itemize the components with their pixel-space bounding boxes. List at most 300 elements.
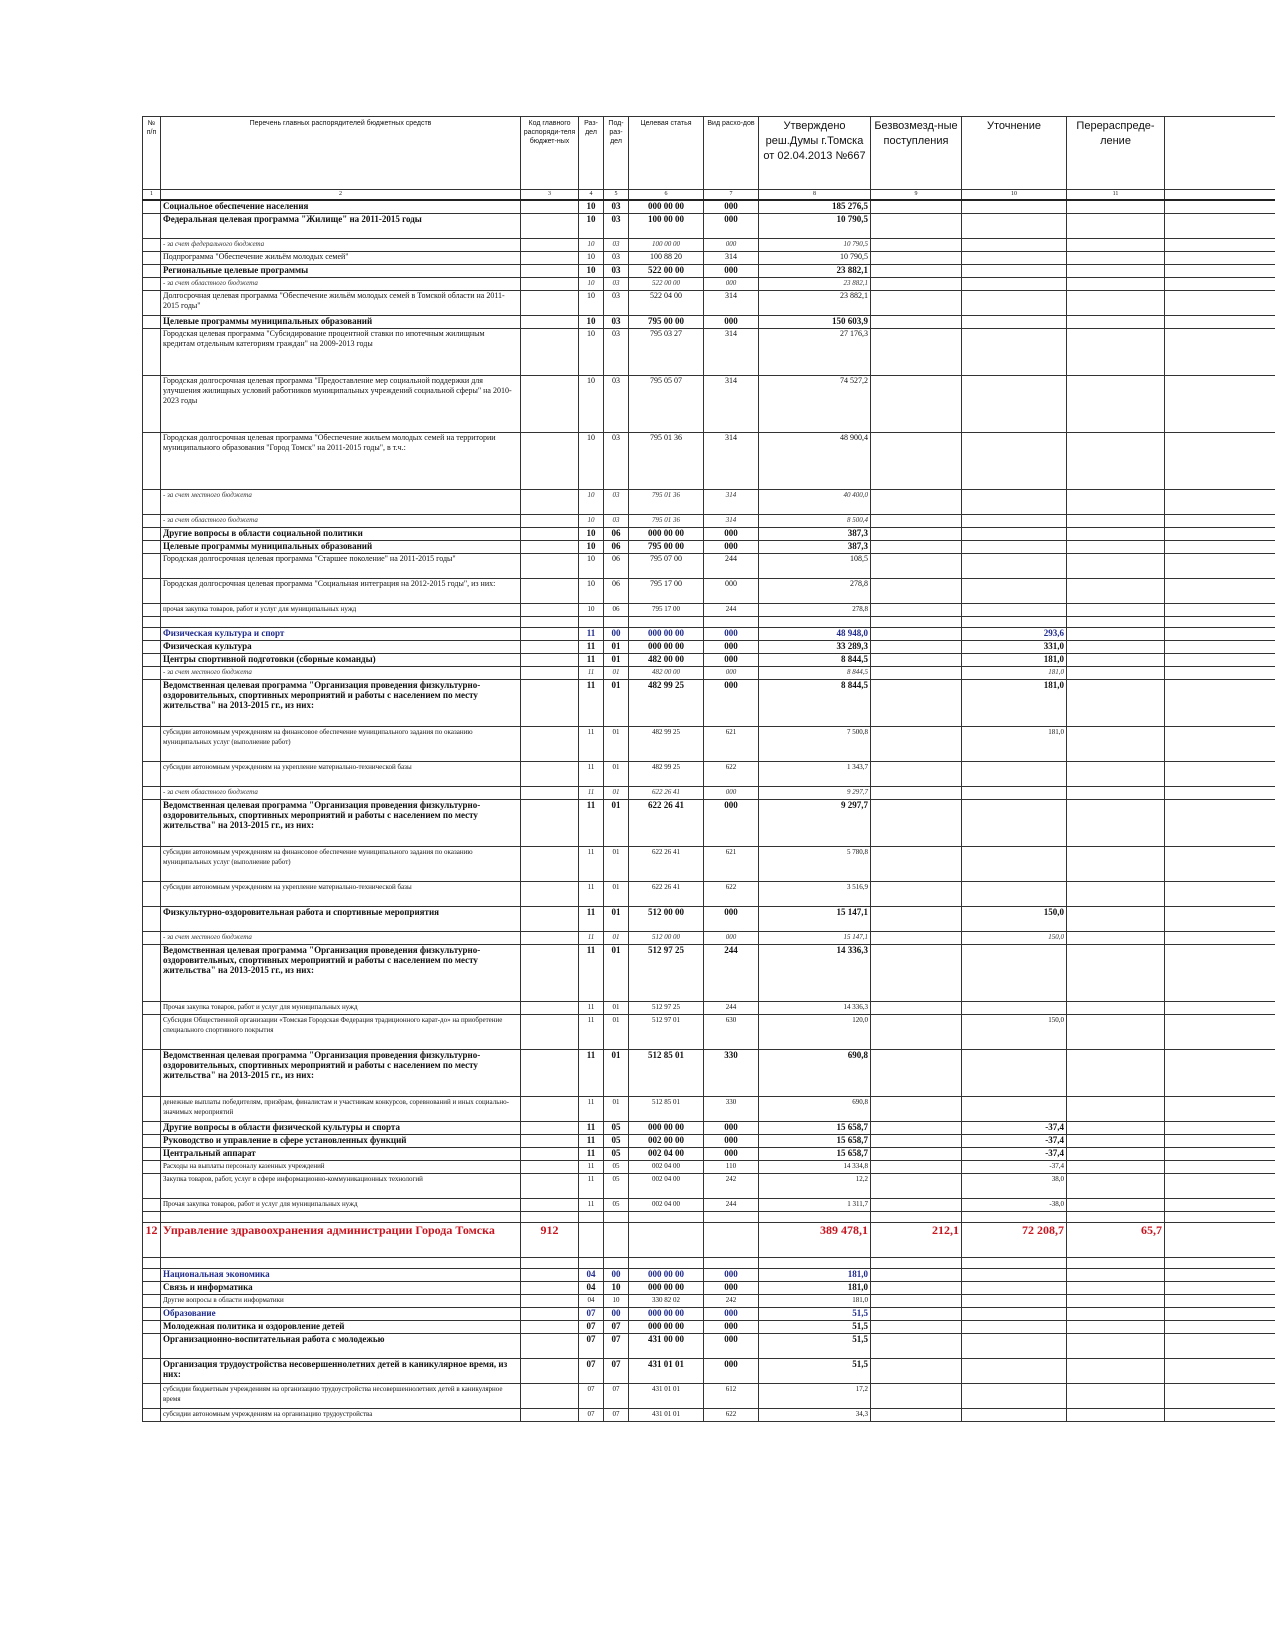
row-approved: 3 516,9	[759, 882, 871, 907]
row-approved: 10 790,5	[759, 214, 871, 239]
row-clarification	[962, 1384, 1067, 1409]
spacer-cell	[871, 1258, 962, 1269]
row-clarification	[962, 787, 1067, 800]
spacer-cell	[759, 617, 871, 628]
row-code	[521, 1097, 579, 1122]
table-row	[143, 579, 1275, 604]
row-approved: 27 176,3	[759, 329, 871, 376]
row-extra	[1165, 490, 1275, 515]
header-target: Целевая статья	[629, 117, 704, 190]
row-razdel: 07	[579, 1409, 604, 1422]
row-gratuitous	[871, 800, 962, 847]
table-row	[143, 628, 1275, 641]
row-target: 482 99 25	[629, 727, 704, 762]
row-exptype: 000	[704, 1321, 759, 1334]
row-name: Другие вопросы в области социальной политики	[161, 528, 521, 541]
row-clarification: 181,0	[962, 654, 1067, 667]
row-extra	[1165, 239, 1275, 252]
spacer-cell	[1165, 1212, 1275, 1223]
row-approved: 8 844,5	[759, 667, 871, 680]
spacer-cell	[579, 617, 604, 628]
row-exptype: 000	[704, 800, 759, 847]
row-target: 000 00 00	[629, 200, 704, 214]
row-exptype: 244	[704, 1002, 759, 1015]
row-exptype: 000	[704, 579, 759, 604]
table-row	[143, 433, 1275, 490]
row-name: субсидии автономным учреждениям на организацию трудоустройства	[161, 1409, 521, 1422]
row-clarification: 181,0	[962, 667, 1067, 680]
row-approved: 108,5	[759, 554, 871, 579]
row-name: Молодежная политика и оздоровление детей	[161, 1321, 521, 1334]
col-number: 3	[521, 190, 579, 201]
row-extra	[1165, 515, 1275, 528]
row-code	[521, 1161, 579, 1174]
header-name: Перечень главных распорядителей бюджетных средств	[161, 117, 521, 190]
table-row	[143, 316, 1275, 329]
row-target	[629, 1223, 704, 1258]
row-number	[143, 847, 161, 882]
row-name: денежные выплаты победителям, призёрам, финалистам и участникам конкурсов, соревнований и иных социально-значимых мероприятий	[161, 1097, 521, 1122]
row-podrazdel: 01	[604, 787, 629, 800]
row-redistribution	[1067, 1097, 1165, 1122]
row-target: 795 05 07	[629, 376, 704, 433]
row-exptype: 314	[704, 490, 759, 515]
row-podrazdel: 07	[604, 1384, 629, 1409]
row-number	[143, 515, 161, 528]
row-exptype: 621	[704, 727, 759, 762]
table-row	[143, 278, 1275, 291]
table-row	[143, 1334, 1275, 1359]
row-name: Федеральная целевая программа "Жилище" на 2011-2015 годы	[161, 214, 521, 239]
row-razdel: 04	[579, 1295, 604, 1308]
row-code	[521, 727, 579, 762]
row-number	[143, 1199, 161, 1212]
row-code	[521, 1308, 579, 1321]
row-clarification	[962, 1050, 1067, 1097]
row-razdel: 11	[579, 1002, 604, 1015]
row-extra	[1165, 214, 1275, 239]
row-podrazdel: 00	[604, 628, 629, 641]
row-redistribution	[1067, 1308, 1165, 1321]
row-redistribution	[1067, 1174, 1165, 1199]
row-name: Управление здравоохранения администрации Города Томска	[161, 1223, 521, 1258]
row-razdel: 11	[579, 762, 604, 787]
spacer-cell	[759, 1258, 871, 1269]
row-razdel: 10	[579, 265, 604, 278]
row-number	[143, 727, 161, 762]
row-gratuitous	[871, 907, 962, 932]
row-gratuitous	[871, 1122, 962, 1135]
row-number	[143, 1050, 161, 1097]
row-exptype: 244	[704, 945, 759, 1002]
row-approved: 12,2	[759, 1174, 871, 1199]
row-exptype: 622	[704, 882, 759, 907]
row-approved: 181,0	[759, 1295, 871, 1308]
spacer-cell	[759, 1212, 871, 1223]
row-name: Расходы на выплаты персоналу казенных учреждений	[161, 1161, 521, 1174]
row-clarification: -37,4	[962, 1122, 1067, 1135]
row-name: Прочая закупка товаров, работ и услуг для муниципальных нужд	[161, 1199, 521, 1212]
row-podrazdel: 01	[604, 654, 629, 667]
row-gratuitous	[871, 787, 962, 800]
row-podrazdel: 03	[604, 490, 629, 515]
row-exptype: 630	[704, 1015, 759, 1050]
row-redistribution	[1067, 1050, 1165, 1097]
row-podrazdel: 03	[604, 265, 629, 278]
row-code	[521, 1282, 579, 1295]
row-redistribution	[1067, 604, 1165, 617]
row-name: - за счет местного бюджета	[161, 932, 521, 945]
row-name: Организация трудоустройства несовершеннолетних детей в каникулярное время, из них:	[161, 1359, 521, 1384]
row-redistribution	[1067, 214, 1165, 239]
table-row	[143, 1122, 1275, 1135]
row-clarification	[962, 316, 1067, 329]
row-clarification	[962, 541, 1067, 554]
row-podrazdel: 01	[604, 1015, 629, 1050]
row-extra	[1165, 265, 1275, 278]
row-extra	[1165, 800, 1275, 847]
row-razdel: 10	[579, 604, 604, 617]
row-code: 912	[521, 1223, 579, 1258]
row-extra	[1165, 1269, 1275, 1282]
row-exptype: 000	[704, 654, 759, 667]
spacer-cell	[704, 1212, 759, 1223]
row-extra	[1165, 1409, 1275, 1422]
row-number	[143, 316, 161, 329]
row-podrazdel: 01	[604, 932, 629, 945]
row-podrazdel: 01	[604, 1050, 629, 1097]
table-row	[143, 1321, 1275, 1334]
row-exptype: 110	[704, 1161, 759, 1174]
col-number: 4	[579, 190, 604, 201]
row-name: Центры спортивной подготовки (сборные команды)	[161, 654, 521, 667]
row-clarification: -37,4	[962, 1161, 1067, 1174]
header-exptype: Вид расхо-дов	[704, 117, 759, 190]
spacer-cell	[1067, 617, 1165, 628]
row-target: 002 00 00	[629, 1135, 704, 1148]
row-number	[143, 291, 161, 316]
row-razdel: 11	[579, 654, 604, 667]
row-gratuitous	[871, 762, 962, 787]
row-razdel: 11	[579, 727, 604, 762]
row-number	[143, 628, 161, 641]
row-gratuitous	[871, 329, 962, 376]
row-clarification	[962, 433, 1067, 490]
row-podrazdel: 06	[604, 604, 629, 617]
row-name: - за счет местного бюджета	[161, 667, 521, 680]
header-podrazdel: Под-раз-дел	[604, 117, 629, 190]
row-exptype: 314	[704, 433, 759, 490]
row-clarification	[962, 291, 1067, 316]
row-approved: 5 780,8	[759, 847, 871, 882]
row-name: Образование	[161, 1308, 521, 1321]
row-name: Закупка товаров, работ, услуг в сфере информационно-коммуникационных технологий	[161, 1174, 521, 1199]
table-row	[143, 1050, 1275, 1097]
row-number	[143, 1097, 161, 1122]
row-name: прочая закупка товаров, работ и услуг для муниципальных нужд	[161, 604, 521, 617]
row-podrazdel: 01	[604, 882, 629, 907]
row-razdel: 11	[579, 628, 604, 641]
row-target: 622 26 41	[629, 882, 704, 907]
row-number	[143, 1384, 161, 1409]
row-razdel: 04	[579, 1269, 604, 1282]
spacer-cell	[629, 617, 704, 628]
row-target: 512 00 00	[629, 932, 704, 945]
row-gratuitous	[871, 1050, 962, 1097]
row-extra	[1165, 528, 1275, 541]
row-gratuitous	[871, 1015, 962, 1050]
row-clarification: 181,0	[962, 680, 1067, 727]
row-target: 512 97 25	[629, 1002, 704, 1015]
row-number	[143, 907, 161, 932]
row-podrazdel: 01	[604, 800, 629, 847]
row-redistribution	[1067, 528, 1165, 541]
row-number	[143, 1409, 161, 1422]
row-podrazdel: 01	[604, 907, 629, 932]
row-name: Субсидия Общественной организации «Томская Городская Федерация традиционного карат-до» на приобретение специального спортивного покрытия	[161, 1015, 521, 1050]
row-redistribution	[1067, 787, 1165, 800]
row-number	[143, 1334, 161, 1359]
row-approved: 278,8	[759, 579, 871, 604]
row-number	[143, 787, 161, 800]
row-clarification	[962, 278, 1067, 291]
table-row	[143, 680, 1275, 727]
row-extra	[1165, 680, 1275, 727]
row-podrazdel: 05	[604, 1161, 629, 1174]
row-gratuitous	[871, 1148, 962, 1161]
row-gratuitous	[871, 433, 962, 490]
table-row	[143, 528, 1275, 541]
row-razdel: 10	[579, 252, 604, 265]
row-target: 000 00 00	[629, 528, 704, 541]
spacer-cell	[161, 617, 521, 628]
col-number: 2	[161, 190, 521, 201]
row-exptype: 000	[704, 265, 759, 278]
row-razdel: 10	[579, 541, 604, 554]
row-redistribution	[1067, 1282, 1165, 1295]
row-name: субсидии автономным учреждениям на финансовое обеспечение муниципального задания по оказанию муниципальных услуг (выполнение работ)	[161, 727, 521, 762]
row-code	[521, 1199, 579, 1212]
row-razdel: 10	[579, 239, 604, 252]
row-name: Региональные целевые программы	[161, 265, 521, 278]
row-podrazdel: 10	[604, 1295, 629, 1308]
row-extra	[1165, 907, 1275, 932]
table-row	[143, 604, 1275, 617]
row-exptype: 000	[704, 541, 759, 554]
row-redistribution	[1067, 1135, 1165, 1148]
row-code	[521, 680, 579, 727]
row-razdel: 11	[579, 945, 604, 1002]
table-row	[143, 1269, 1275, 1282]
row-approved: 389 478,1	[759, 1223, 871, 1258]
budget-sheet	[142, 116, 1275, 1422]
row-clarification	[962, 762, 1067, 787]
row-exptype: 000	[704, 932, 759, 945]
row-gratuitous	[871, 945, 962, 1002]
row-number	[143, 1002, 161, 1015]
row-extra	[1165, 579, 1275, 604]
row-code	[521, 932, 579, 945]
row-name: Другие вопросы в области физической культуры и спорта	[161, 1122, 521, 1135]
row-code	[521, 847, 579, 882]
spacer-cell	[521, 1258, 579, 1269]
row-target: 522 04 00	[629, 291, 704, 316]
row-razdel: 10	[579, 554, 604, 579]
row-clarification	[962, 200, 1067, 214]
row-number	[143, 214, 161, 239]
row-number	[143, 528, 161, 541]
row-podrazdel: 01	[604, 1002, 629, 1015]
row-redistribution: 65,7	[1067, 1223, 1165, 1258]
row-code	[521, 604, 579, 617]
row-code	[521, 528, 579, 541]
row-gratuitous	[871, 727, 962, 762]
row-podrazdel: 03	[604, 291, 629, 316]
row-clarification: -37,4	[962, 1135, 1067, 1148]
row-gratuitous	[871, 654, 962, 667]
row-exptype: 000	[704, 1359, 759, 1384]
row-gratuitous	[871, 641, 962, 654]
row-exptype: 244	[704, 554, 759, 579]
spacer-cell	[1165, 1258, 1275, 1269]
row-clarification	[962, 1269, 1067, 1282]
row-clarification	[962, 1295, 1067, 1308]
row-approved: 48 948,0	[759, 628, 871, 641]
row-approved: 690,8	[759, 1097, 871, 1122]
row-name: Подпрограмма "Обеспечение жильём молодых семей"	[161, 252, 521, 265]
row-approved: 181,0	[759, 1269, 871, 1282]
row-approved: 150 603,9	[759, 316, 871, 329]
row-name: - за счет местного бюджета	[161, 490, 521, 515]
spacer-cell	[871, 617, 962, 628]
row-clarification: -37,4	[962, 1148, 1067, 1161]
row-extra	[1165, 1135, 1275, 1148]
row-clarification: 181,0	[962, 727, 1067, 762]
row-extra	[1165, 554, 1275, 579]
row-code	[521, 800, 579, 847]
row-gratuitous	[871, 1174, 962, 1199]
row-code	[521, 1321, 579, 1334]
budget-table	[142, 116, 1275, 1422]
row-redistribution	[1067, 490, 1165, 515]
row-gratuitous	[871, 252, 962, 265]
row-podrazdel: 03	[604, 515, 629, 528]
row-target: 000 00 00	[629, 641, 704, 654]
row-approved: 8 844,5	[759, 680, 871, 727]
row-target: 002 04 00	[629, 1148, 704, 1161]
row-razdel: 07	[579, 1384, 604, 1409]
row-razdel: 11	[579, 667, 604, 680]
row-redistribution	[1067, 1161, 1165, 1174]
row-clarification	[962, 1359, 1067, 1384]
row-target: 795 01 36	[629, 433, 704, 490]
spacer-cell	[962, 1212, 1067, 1223]
row-number	[143, 1015, 161, 1050]
row-code	[521, 316, 579, 329]
row-redistribution	[1067, 200, 1165, 214]
row-exptype: 000	[704, 200, 759, 214]
row-approved: 40 400,0	[759, 490, 871, 515]
row-clarification: 150,0	[962, 1015, 1067, 1050]
spacer-cell	[1067, 1212, 1165, 1223]
row-podrazdel: 07	[604, 1409, 629, 1422]
row-podrazdel: 01	[604, 667, 629, 680]
row-number	[143, 1321, 161, 1334]
row-name: Целевые программы муниципальных образований	[161, 316, 521, 329]
table-row	[143, 1359, 1275, 1384]
row-gratuitous	[871, 214, 962, 239]
table-row	[143, 490, 1275, 515]
row-extra	[1165, 1308, 1275, 1321]
row-gratuitous	[871, 667, 962, 680]
row-gratuitous	[871, 1321, 962, 1334]
row-number	[143, 278, 161, 291]
row-extra	[1165, 727, 1275, 762]
spacer-cell	[871, 1212, 962, 1223]
row-number	[143, 490, 161, 515]
table-row	[143, 945, 1275, 1002]
table-row	[143, 1258, 1275, 1269]
row-exptype: 244	[704, 604, 759, 617]
row-podrazdel: 03	[604, 278, 629, 291]
spacer-cell	[1067, 1258, 1165, 1269]
row-exptype: 000	[704, 628, 759, 641]
table-row	[143, 1212, 1275, 1223]
row-gratuitous	[871, 291, 962, 316]
table-row	[143, 907, 1275, 932]
row-podrazdel: 05	[604, 1148, 629, 1161]
row-exptype: 621	[704, 847, 759, 882]
row-name: Физкультурно-оздоровительная работа и спортивные мероприятия	[161, 907, 521, 932]
row-exptype: 000	[704, 1308, 759, 1321]
row-gratuitous	[871, 1002, 962, 1015]
row-target: 000 00 00	[629, 1122, 704, 1135]
header-gratuitous: Безвозмезд-ные поступления	[871, 117, 962, 190]
row-code	[521, 579, 579, 604]
row-code	[521, 945, 579, 1002]
row-redistribution	[1067, 800, 1165, 847]
row-extra	[1165, 1334, 1275, 1359]
row-target: 512 97 01	[629, 1015, 704, 1050]
row-exptype: 242	[704, 1295, 759, 1308]
row-name: Другие вопросы в области информатики	[161, 1295, 521, 1308]
row-number	[143, 932, 161, 945]
row-razdel: 11	[579, 1050, 604, 1097]
row-clarification	[962, 847, 1067, 882]
table-row	[143, 265, 1275, 278]
row-extra	[1165, 1050, 1275, 1097]
row-number	[143, 1135, 161, 1148]
row-gratuitous	[871, 1269, 962, 1282]
row-razdel: 10	[579, 528, 604, 541]
row-razdel: 07	[579, 1321, 604, 1334]
row-gratuitous	[871, 628, 962, 641]
row-target: 482 00 00	[629, 654, 704, 667]
row-redistribution	[1067, 1199, 1165, 1212]
row-gratuitous	[871, 604, 962, 617]
row-code	[521, 1050, 579, 1097]
row-clarification: 72 208,7	[962, 1223, 1067, 1258]
row-code	[521, 1148, 579, 1161]
col-number: 1	[143, 190, 161, 201]
row-code	[521, 641, 579, 654]
table-row	[143, 1409, 1275, 1422]
row-number	[143, 882, 161, 907]
spacer-cell	[143, 1212, 161, 1223]
row-podrazdel: 03	[604, 316, 629, 329]
row-target: 002 04 00	[629, 1174, 704, 1199]
row-gratuitous	[871, 376, 962, 433]
